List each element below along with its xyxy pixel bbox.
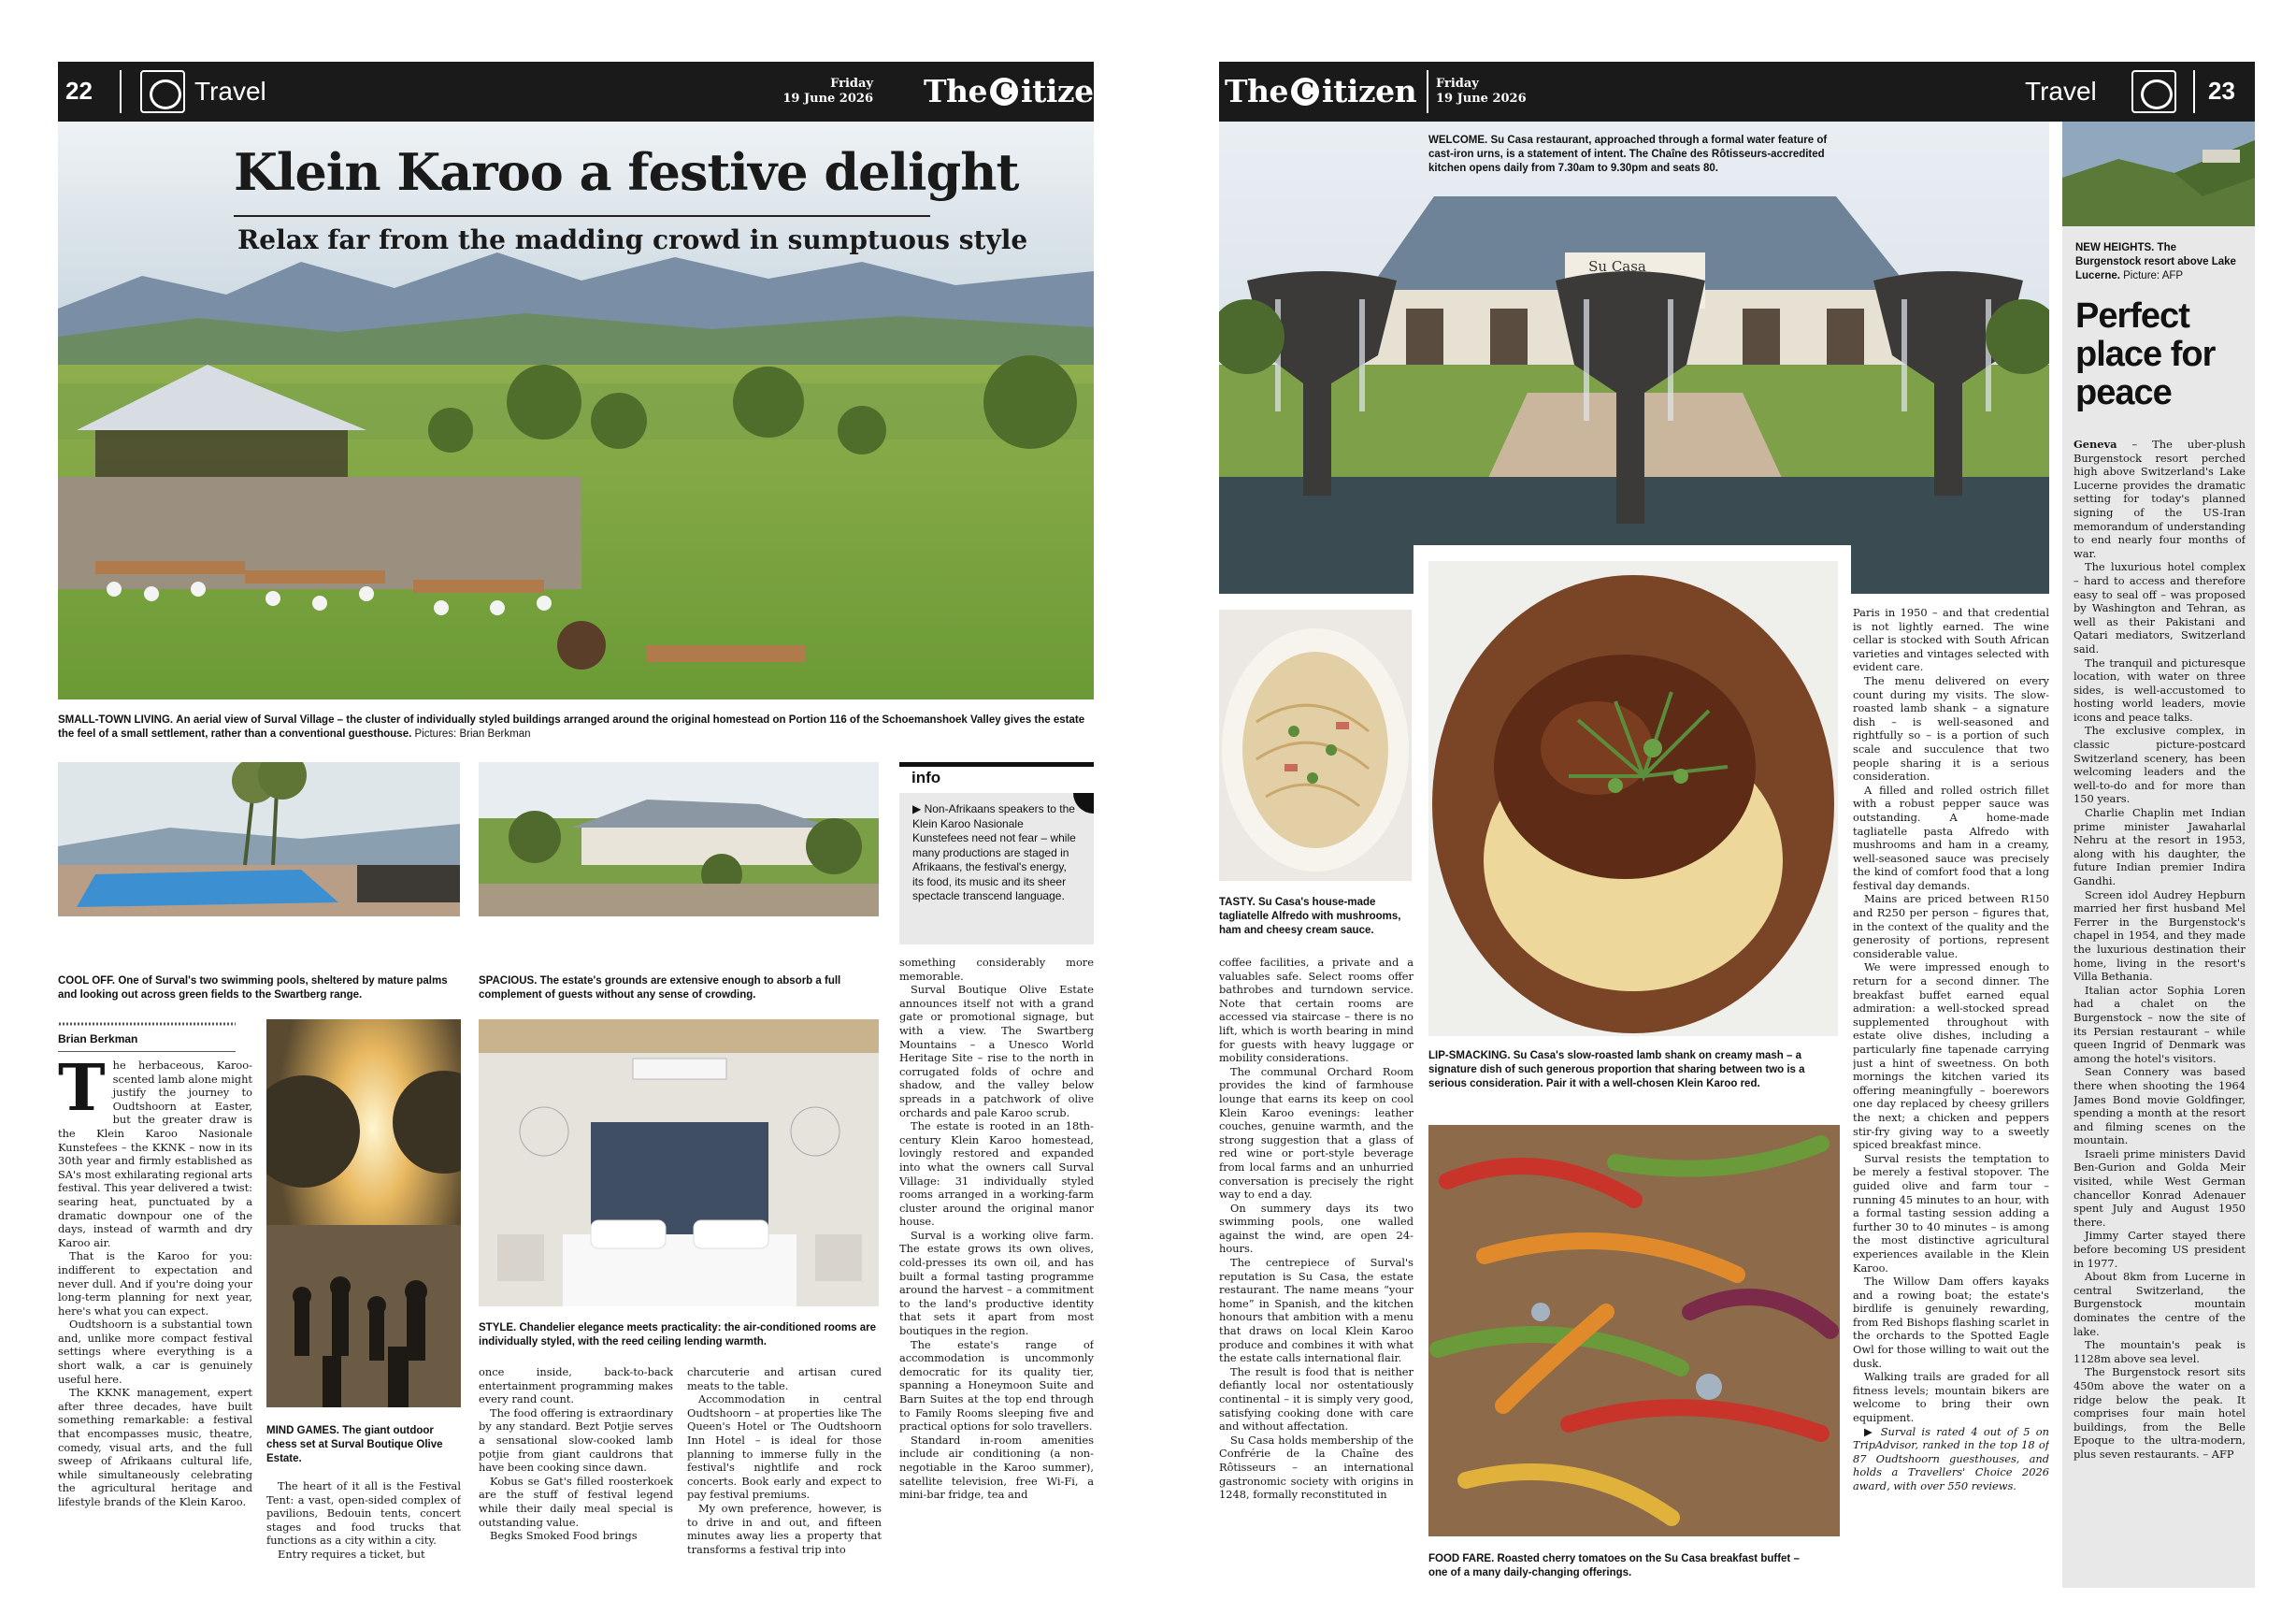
emblem-icon — [140, 70, 185, 113]
left-date-day: Friday — [830, 77, 873, 91]
sidebar-dateline: Geneva — [2074, 438, 2117, 451]
right-col1-para: The communal Orchard Room provides the kind of farmhouse lounge that earns its keep on cool Klein Karoo evenings: leather couches, genuine warmth, and the strong suggestion that a glass of red wine or port-style beverage from local farms and an unhurried conversation is precisely the right way to end a day. — [1219, 1064, 1413, 1202]
right-masthead-logo — [1225, 73, 1416, 110]
col2-para: Entry requires a ticket, but — [278, 1547, 425, 1561]
col2-para: The heart of it all is the Festival Tent: a vast, open-sided complex of pavilions, Bedouin tents, concert stages and food trucks that functions as a city within a city. — [266, 1479, 461, 1548]
welcome-caption-text: Su Casa restaurant, approached through a formal water feature of cast-iron urns, is a statement of intent. The Chaîne des Rôtisseurs-accredited kitchen opens daily from 7.30am to 9.30pm and seats 80. — [1428, 135, 1828, 174]
sidebar-para: Charlie Chaplin met Indian prime minister Jawaharlal Nehru at the resort in 1953, along with his daughter, the future Indian premier Indira Gandhi. — [2074, 806, 2246, 887]
pool-caption — [58, 974, 451, 1002]
hero-photo-surval-village — [58, 122, 1094, 699]
bedroom-caption — [479, 1321, 879, 1349]
sidebar-para: The tranquil and picturesque location, with water on three sides, is well-accustomed to hosting world leaders, movie icons and peace talks. — [2074, 656, 2246, 724]
right-masthead-divider — [1427, 70, 1428, 113]
col1-para: Oudtshoorn is a substantial town and, unlike more compact festival settings where everything is a short walk, a car is genuinely useful here. — [58, 1318, 252, 1386]
bedroom-caption-text: Chandelier elegance meets practicality: the air-conditioned rooms are individually styled, with the reed ceiling lending warmth. — [479, 1322, 877, 1347]
right-page-number: 23 — [2208, 77, 2235, 105]
chess-caption-text: The giant outdoor chess set at Surval Boutique Olive Estate. — [266, 1425, 443, 1464]
pool-caption-title: COOL OFF. — [58, 975, 116, 987]
su-casa-sign-text: Su Casa — [1588, 258, 1646, 275]
col1-para: he herbaceous, Karoo-scented lamb alone might justify the journey to Oudtshoorn at Easter, but the greater draw is the Klein Karoo Nasionale Kunstefees – the KKNK – now in its 30th year and firmly established as SA's most exhilarating regional arts festival. This year delivered a twist: searing heat, punctuated by a dramatic downpour one of the days, instead of warmth and dry Karoo air. — [58, 1059, 252, 1249]
col3-para: once inside, back-to-back entertainment programming makes every rand count. — [479, 1365, 673, 1406]
grounds-caption — [479, 974, 871, 1002]
right-col1-para: The result is food that is neither defiantly local nor ostentatiously continental – it is simply very good, satisfying cooking done with care and without affectation. — [1219, 1364, 1413, 1434]
col5-para: Surval Boutique Olive Estate announces itself not with a grand gate or promotional signage, but with a view. The Swartberg Mountains – a Unesco World Heritage Site – rise to the north in corrugated folds of ochre and shadow, and the valley below spreads in a patchwork of olive orchards and pale Karoo scrub. — [899, 983, 1094, 1119]
sidebar-article — [2074, 438, 2246, 1588]
left-date-full: 19 June 2026 — [782, 92, 873, 106]
sidebar-caption — [2075, 241, 2244, 283]
sidebar-para: Jimmy Carter stayed there before becoming US president in 1977. — [2074, 1229, 2246, 1270]
byline-rule — [58, 1051, 236, 1052]
masthead-the: The — [1225, 73, 1289, 109]
right-col1-para: The centrepiece of Surval's reputation is Su Casa, the estate restaurant. The name means “your home” in Spanish, and the kitchen honours that ambition with a menu that draws on local Klein Karoo produce and combines it with what the estate calls international flair. — [1219, 1256, 1413, 1365]
welcome-caption-title: WELCOME. — [1428, 135, 1488, 146]
right-col2-para: We were impressed enough to return for a second dinner. The breakfast buffet earned equal admiration: a well-stocked spread supplemented throughout with estate olive dishes, including a particularly fine tapenade carrying just a hint of sweetness. On both mornings the kitchen varied its offering meaningfully – boerewors one day replaced by cheesy grillers the next; a chicken and peppers stir-fry giving way to a sweetly spiced breakfast mince. — [1853, 960, 2049, 1152]
article-col-5 — [899, 956, 1094, 1587]
grounds-caption-text: The estate's grounds are extensive enough to absorb a full complement of guests without any sense of crowding. — [479, 975, 841, 1001]
pasta-caption-text: Su Casa's house-made tagliatelle Alfredo with mushrooms, ham and cheesy cream sauce. — [1219, 897, 1401, 936]
info-top-rule — [899, 762, 1094, 767]
col4-para: Accommodation in central Oudtshoorn – at properties like The Queen's Hotel or The Oudtshoorn Inn Hotel – is ideal for those planning to immerse fully in the festival's nightlife and rock concerts. Book early and expect to pay festival premiums. — [687, 1392, 882, 1502]
dropcap: T — [58, 1059, 106, 1126]
byline-dots — [58, 1021, 236, 1027]
su-casa-sign — [1582, 258, 1653, 275]
pasta-photo — [1219, 610, 1412, 881]
hero-caption-title: SMALL-TOWN LIVING. — [58, 714, 174, 726]
rating-footnote: Surval is rated 4 out of 5 on TripAdvisor, ranked in the top 18 of 87 Oudtshoorn guesthouses, and holds a Travellers' Choice 2026 award, with over 550 reviews. — [1853, 1424, 2049, 1492]
sidebar-para: Israeli prime ministers David Ben-Gurion and Golda Meir visited, while West German chancellor Konrad Adenauer spent July and August 1950 there. — [2074, 1146, 2246, 1229]
right-col1-para: Su Casa holds membership of the Confrérie de la Chaîne des Rôtisseurs – an international gastronomic society with origins in 1248, formally reconstituted in — [1219, 1433, 1413, 1502]
left-date — [748, 77, 873, 107]
hero-caption — [58, 713, 1094, 742]
triangle-bullet-icon: ▶ — [1864, 1424, 1881, 1438]
emblem-icon — [2131, 70, 2176, 113]
right-article-col-1 — [1219, 956, 1413, 1587]
col5-para: The estate's range of accommodation is uncommonly democratic for its quality tier, spanning a Honeymoon Suite and Barn Suites at the top end through to Family Rooms sleeping five and practical options for solo travellers. — [899, 1337, 1094, 1434]
pasta-caption-title: TASTY. — [1219, 897, 1256, 908]
sidebar-headline: Perfect place for peace — [2075, 296, 2216, 412]
right-article-col-2 — [1853, 606, 2049, 1588]
col5-para: something considerably more memorable. — [899, 956, 1094, 983]
pasta-caption — [1219, 896, 1412, 938]
pool-photo — [58, 762, 460, 916]
article-col-1 — [58, 1059, 252, 1587]
hero-caption-text: An aerial view of Surval Village – the cluster of individually styled buildings arranged around the original homestead on Portion 116 of the Schoemanshoek Valley gives the estate the feel of a small settlement, rather than a conventional guesthouse. — [58, 714, 1085, 740]
right-col1-para: On summery days its two swimming pools, one walled against the wind, are open 24-hours. — [1219, 1201, 1413, 1256]
sidebar-caption-text: The Burgenstock resort above Lake Lucerne. — [2075, 242, 2236, 281]
right-col2-para: A filled and rolled ostrich fillet with a robust pepper sauce was outstanding. A home-made tagliatelle pasta Alfredo with mushrooms and ham in a creamy, well-seasoned sauce was precisely the kind of comfort food that a long festival day demands. — [1853, 783, 2049, 892]
info-box — [899, 793, 1094, 944]
masthead-the: The — [924, 73, 988, 109]
col3-para: Kobus se Gat's filled roosterkoek are the stuff of festival legend while their daily meal special is outstanding value. — [479, 1474, 673, 1529]
right-col2-para: Surval resists the temptation to be merely a festival stopover. The guided olive and farm tour – running 45 minutes to an hour, with a formal tasting session adding a further 30 to 40 minutes – is among the most distinctive agricultural experiences available in the Klein Karoo. — [1853, 1151, 2049, 1275]
lamb-caption-title: LIP-SMACKING. — [1428, 1050, 1511, 1061]
su-casa-exterior-photo — [1219, 122, 2049, 594]
left-header-divider — [120, 70, 122, 113]
right-col2-para: Walking trails are graded for all fitness levels; mountain bikers are welcome to bring their own equipment. — [1853, 1370, 2049, 1425]
lamb-caption-text: Su Casa's slow-roasted lamb shank on creamy mash – a signature dish of such generous proportion that sharing between two is a serious consideration. Pair it with a well-chosen Klein Karoo red. — [1428, 1050, 1805, 1089]
main-subheadline: Relax far from the madding crowd in sumptuous style — [237, 224, 1028, 255]
left-page-number: 22 — [65, 77, 93, 105]
buffet-caption-text: Roasted cherry tomatoes on the Su Casa breakfast buffet – one of a many daily-changing offerings. — [1428, 1553, 1800, 1578]
grounds-caption-title: SPACIOUS. — [479, 975, 538, 987]
right-col2-para: Mains are priced between R150 and R250 per person – figures that, in the context of the quality and the generosity of portions, represent considerable value. — [1853, 892, 2049, 960]
chess-caption-title: MIND GAMES. — [266, 1425, 339, 1436]
right-date-day: Friday — [1436, 77, 1479, 91]
lamb-caption — [1428, 1049, 1840, 1091]
masthead-c-icon: C — [990, 78, 1018, 106]
col5-para: The estate is rooted in an 18th-century Klein Karoo homestead, lovingly restored and expanded into what the owners call Surval Village: 31 individually styled rooms arranged in a working-farm cluster around the original manor house. — [899, 1119, 1094, 1229]
sidebar-para: About 8km from Lucerne in central Switzerland, the Burgenstock mountain dominates the centre of the lake. — [2074, 1270, 2246, 1338]
masthead-c-icon: C — [1291, 78, 1319, 106]
right-section-label: Travel — [2025, 77, 2097, 106]
right-col2-para: Paris in 1950 – and that credential is not lightly earned. The wine cellar is stocked with South African varieties and vintages selected with evident care. — [1853, 606, 2049, 674]
article-col-4 — [687, 1365, 882, 1587]
col1-para: The KKNK management, expert after three decades, have built something remarkable: a festival that encompasses music, theatre, comedy, visual arts, and the full sweep of Afrikaans cultural life, while simultaneously celebrating the agricultural heritage and lifestyle brands of the Klein Karoo. — [58, 1386, 252, 1508]
sidebar-para: – The uber-plush Burgenstock resort perched high above Switzerland's Lake Lucerne provides the dramatic setting for today's planned signing of the US-Iran memorandum of understanding to end nearly four months of war. — [2074, 438, 2246, 560]
col5-para: Surval is a working olive farm. The estate grows its own olives, cold-presses its own oil, and has built a formal tasting programme around the harvest – a commitment to the land's productive identity that sets it apart from most boutiques in the region. — [899, 1228, 1094, 1338]
burgenstock-photo — [2062, 122, 2255, 226]
article-col-3 — [479, 1365, 673, 1587]
headline-rule — [234, 215, 930, 217]
buffet-caption — [1428, 1552, 1821, 1580]
left-masthead-logo — [924, 73, 1115, 110]
sidebar-para: The Burgenstock resort sits 450m above the water on a ridge below the peak. It comprises four main hotel buildings, from the Belle Epoque to the ultra-modern, plus seven restaurants. – AFP — [2074, 1365, 2246, 1461]
sidebar-para: The luxurious hotel complex – hard to access and therefore easy to seal off – was proposed by Washington and Tehran, as well as their Pakistani and Qatari mediators, Switzerland said. — [2074, 560, 2246, 656]
article-col-2 — [266, 1479, 461, 1587]
right-col1-para: coffee facilities, a private and a valuables safe. Select rooms offer bathrobes and turndown service. Note that certain rooms are accessed via staircase – there is no lift, which is worth bearing in mind for guests with heavy luggage or mobility considerations. — [1219, 956, 1413, 1065]
right-col2-para: The menu delivered on every count during my visits. The slow-roasted lamb shank – a signature dish – is well-seasoned and rightfully so – is a portion of such scale and succulence that two people sharing it is a serious consideration. — [1853, 673, 2049, 784]
right-header-divider — [2193, 70, 2195, 113]
left-section-label: Travel — [194, 77, 266, 106]
hero-caption-credit: Pictures: Brian Berkman — [414, 728, 531, 740]
col4-para: My own preference, however, is to drive in and out, and fifteen minutes away lies a property that transforms a festival trip into — [687, 1501, 882, 1556]
triangle-bullet-icon: ▶ — [912, 802, 925, 815]
info-title: info — [911, 769, 941, 786]
masthead-itizen: itizen — [1322, 73, 1417, 109]
right-date — [1436, 77, 1527, 107]
buffet-caption-title: FOOD FARE. — [1428, 1553, 1495, 1564]
lamb-shank-photo — [1428, 561, 1838, 1036]
right-date-full: 19 June 2026 — [1436, 92, 1527, 106]
col3-para: The food offering is extraordinary by any standard. Bezt Potjie serves a sensational slow-cooked lamb potjie from giant cauldrons that have been cooking since dawn. — [479, 1405, 673, 1475]
sidebar-para: Italian actor Sophia Loren had a chalet on the Burgenstock – now the site of its Persian restaurant – while queen Ingrid of Denmark was among the hotel's visitors. — [2074, 983, 2246, 1065]
byline: Brian Berkman — [58, 1032, 138, 1045]
chess-caption — [266, 1424, 461, 1466]
sidebar-para: Screen idol Audrey Hepburn married her first husband Mel Ferrer in the Burgenstock's chapel in 1954, and they made the luxurious destination their home, living in the resort's Villa Bethania. — [2074, 887, 2246, 984]
masthead-itizen: itizen — [1021, 73, 1116, 109]
sidebar-para: The exclusive complex, in classic picture-postcard Switzerland scenery, has been welcoming leaders and the well-to-do and for more than 150 years. — [2074, 724, 2246, 806]
right-col2-para: The Willow Dam offers kayaks and a rowing boat; the estate's birdlife is genuinely rewarding, from Red Bishops flashing scarlet in the orchards to the Spotted Eagle Owl for those willing to wait out the dusk. — [1853, 1275, 2049, 1370]
chess-photo — [266, 1019, 461, 1407]
col1-para: That is the Karoo for you: indifferent to expectation and never dull. And if you're doing your long-term planning for next year, here's what you can expect. — [58, 1249, 252, 1318]
welcome-caption — [1428, 134, 1840, 176]
main-headline: Klein Karoo a festive delight — [234, 142, 1019, 202]
bedroom-caption-title: STYLE. — [479, 1322, 517, 1333]
col3-para: Begks Smoked Food brings — [490, 1529, 638, 1543]
col5-para: Standard in-room amenities include air conditioning (a non-negotiable in the Karoo summer), satellite television, free Wi-Fi, a mini-bar fridge, tea and — [899, 1433, 1094, 1502]
bedroom-photo — [479, 1019, 879, 1306]
sidebar-caption-credit: Picture: AFP — [2123, 270, 2184, 281]
sidebar-para: The mountain's peak is 1128m above sea level. — [2074, 1338, 2246, 1365]
breakfast-buffet-photo — [1428, 1125, 1840, 1536]
grounds-photo — [479, 762, 879, 916]
pool-caption-text: One of Surval's two swimming pools, sheltered by mature palms and looking out across green fields to the Swartberg range. — [58, 975, 448, 1001]
col4-para: charcuterie and artisan cured meats to the table. — [687, 1365, 882, 1392]
sidebar-para: Sean Connery was based there when shooting the 1964 James Bond movie Goldfinger, spending a month at the resort and filming scenes on the mountain. — [2074, 1065, 2246, 1147]
sidebar-caption-title: NEW HEIGHTS. — [2075, 242, 2155, 253]
info-text: Non-Afrikaans speakers to the Klein Karoo Nasionale Kunstefees need not fear – while many productions are staged in Afrikaans, the festival's energy, its food, its music and its sheer spectacle transcend language. — [912, 802, 1076, 902]
